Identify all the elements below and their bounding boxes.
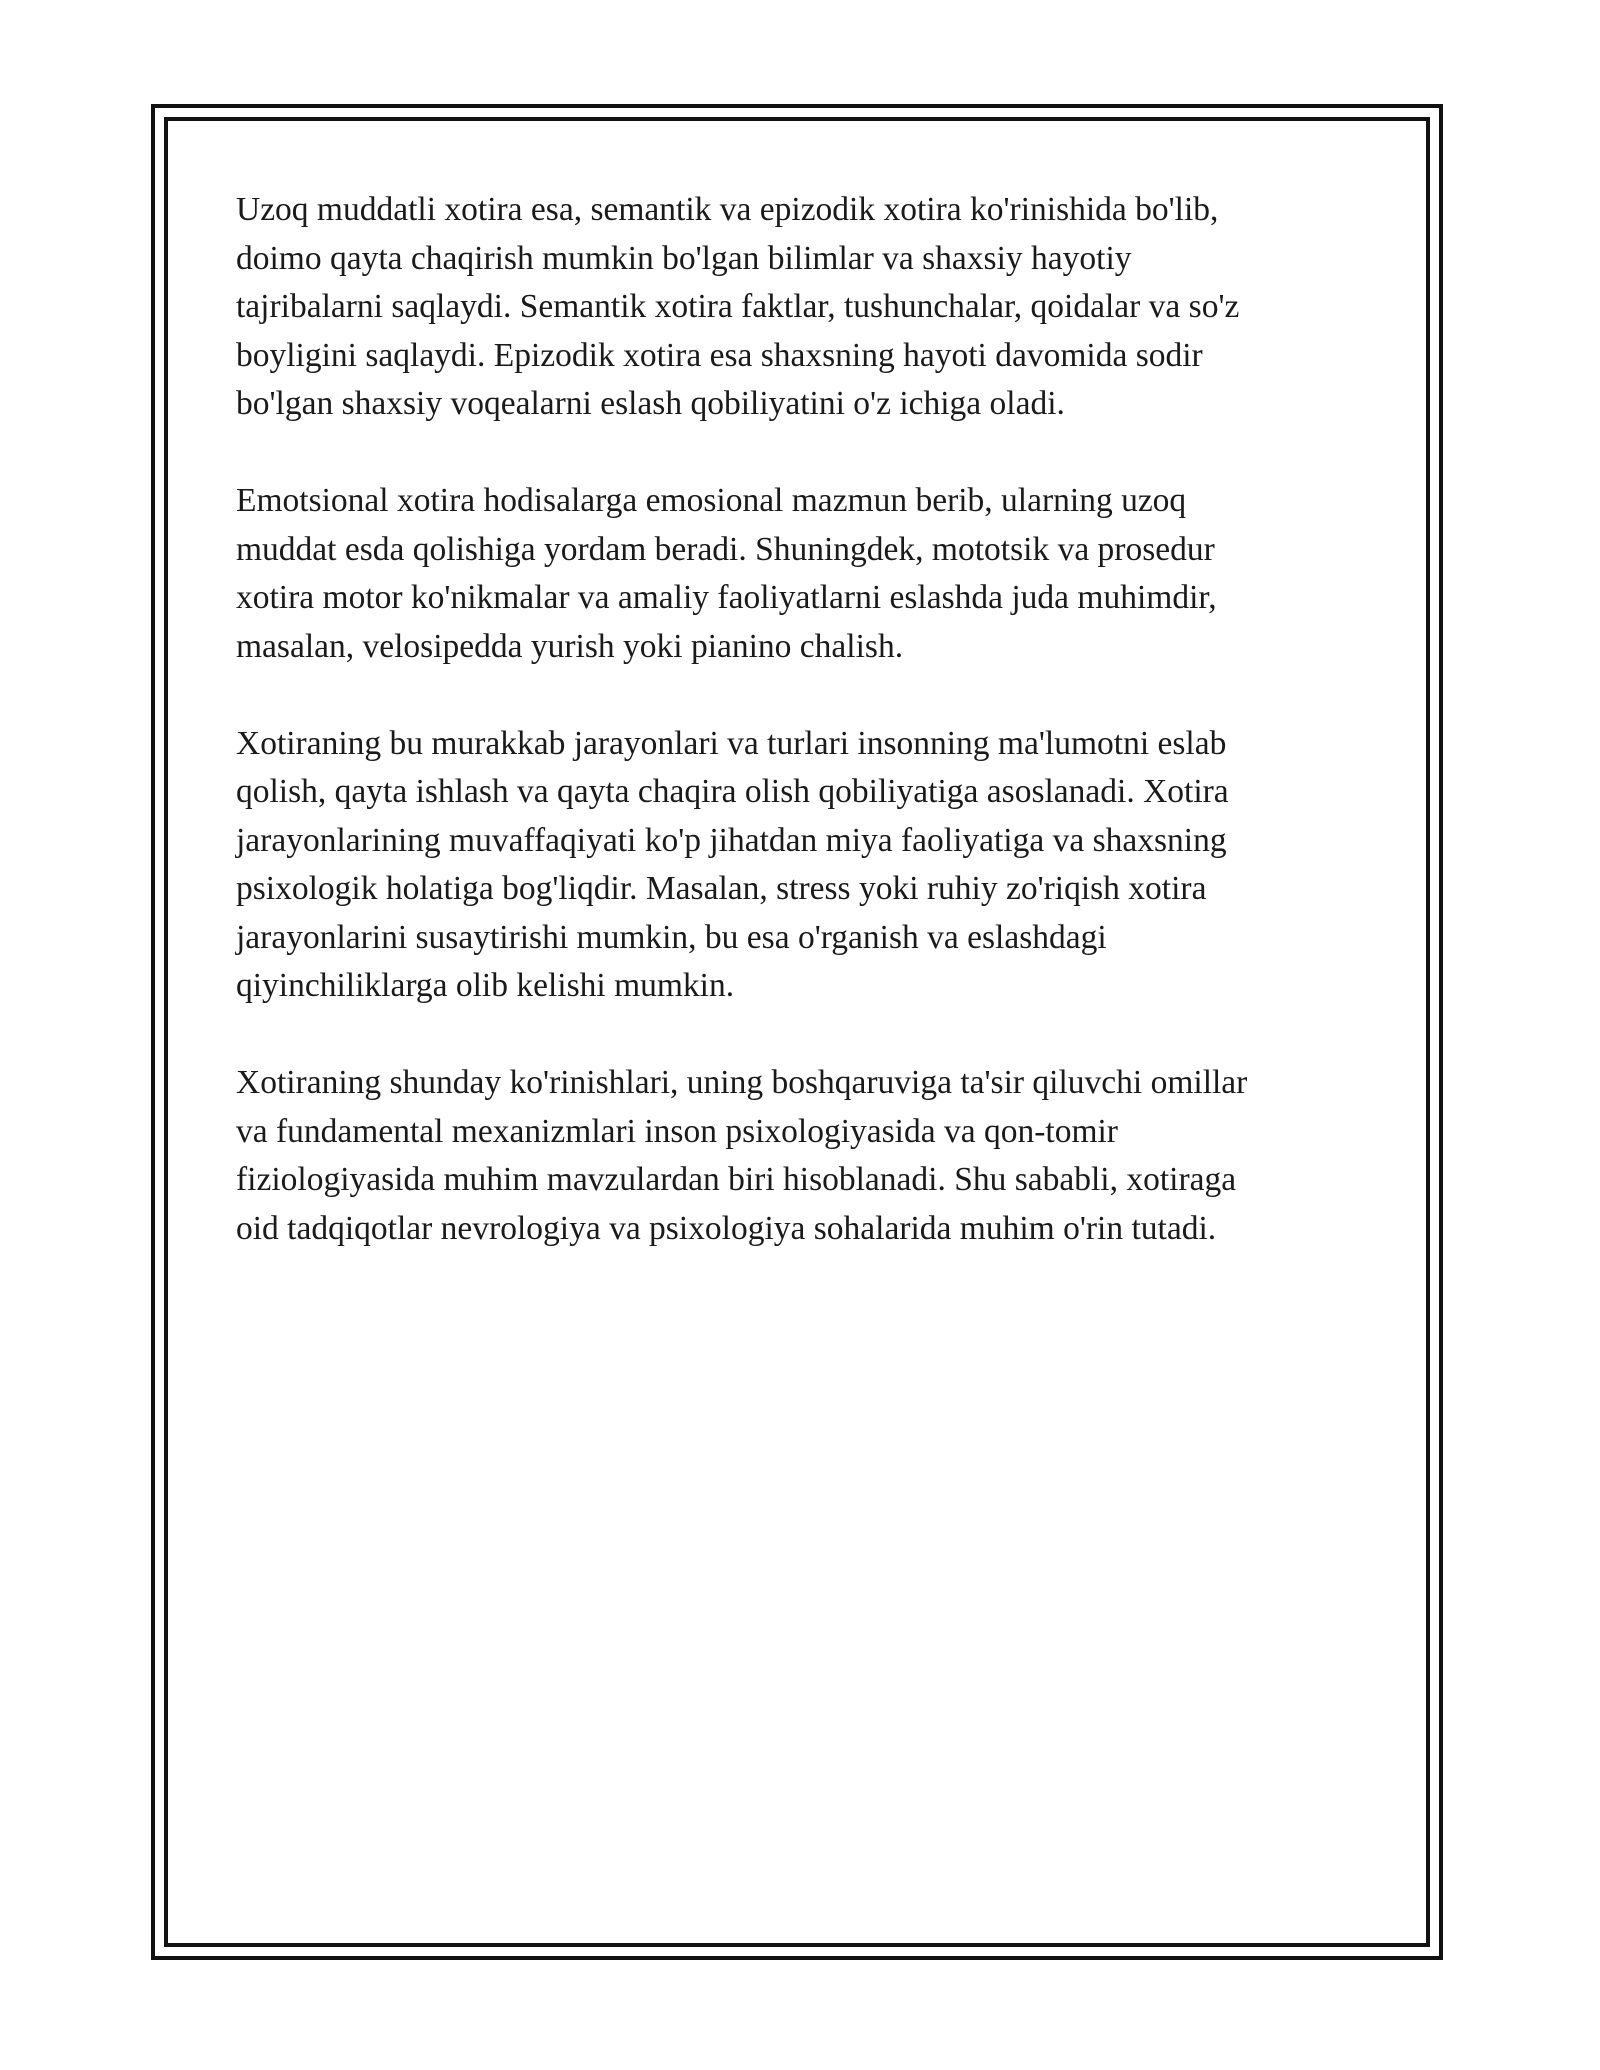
paragraph-line: oid tadqiqotlar nevrologiya va psixologiya sohalarida muhim o'rin tutadi. [236, 1209, 1217, 1247]
paragraph-line: Xotiraning shunday ko'rinishlari, uning boshqaruviga ta'sir qiluvchi omillar [236, 1064, 1248, 1101]
paragraph-line: muddat esda qolishiga yordam beradi. Shuningdek, mototsik va prosedur [236, 530, 1215, 568]
paragraph-line: jarayonlarini susaytirishi mumkin, bu esa o'rganish va eslashdagi [236, 918, 1107, 956]
paragraph-2 [236, 477, 1356, 671]
paragraph-line: tajribalarni saqlaydi. Semantik xotira faktlar, tushunchalar, qoidalar va so'z [236, 288, 1240, 325]
paragraph-line: Xotiraning bu murakkab jarayonlari va turlari insonning ma'lumotni eslab [236, 724, 1227, 762]
paragraph-line: masalan, velosipedda yurish yoki pianino chalish. [236, 627, 904, 665]
paragraph-1 [236, 186, 1356, 429]
paragraph-line: va fundamental mexanizmlari inson psixologiyasida va qon-tomir [236, 1112, 1118, 1150]
paragraph-line: fiziologiyasida muhim mavzulardan biri hisoblanadi. Shu sababli, xotiraga [236, 1161, 1237, 1198]
document-body [236, 186, 1356, 1302]
paragraph-line: Emotsional xotira hodisalarga emosional mazmun berib, ularning uzoq [236, 482, 1187, 519]
paragraph-line: jarayonlarining muvaffaqiyati ko'p jihatdan miya faoliyatiga va shaxsning [236, 821, 1227, 859]
paragraph-line: qolish, qayta ishlash va qayta chaqira olish qobiliyatiga asoslanadi. Xotira [236, 773, 1229, 810]
paragraph-line: xotira motor ko'nikmalar va amaliy faoliyatlarni eslashda juda muhimdir, [236, 579, 1217, 616]
paragraph-3 [236, 720, 1356, 1011]
paragraph-line: Uzoq muddatli xotira esa, semantik va epizodik xotira ko'rinishida bo'lib, [236, 191, 1219, 228]
paragraph-line: doimo qayta chaqirish mumkin bo'lgan bilimlar va shaxsiy hayotiy [236, 239, 1132, 277]
paragraph-line: boyligini saqlaydi. Epizodik xotira esa shaxsning hayoti davomida sodir [236, 336, 1203, 374]
paragraph-line: bo'lgan shaxsiy voqealarni eslash qobiliyatini o'z ichiga oladi. [236, 385, 1065, 422]
paragraph-line: psixologik holatiga bog'liqdir. Masalan, stress yoki ruhiy zo'riqish xotira [236, 870, 1207, 907]
paragraph-4 [236, 1059, 1356, 1253]
paragraph-line: qiyinchiliklarga olib kelishi mumkin. [236, 967, 735, 1004]
